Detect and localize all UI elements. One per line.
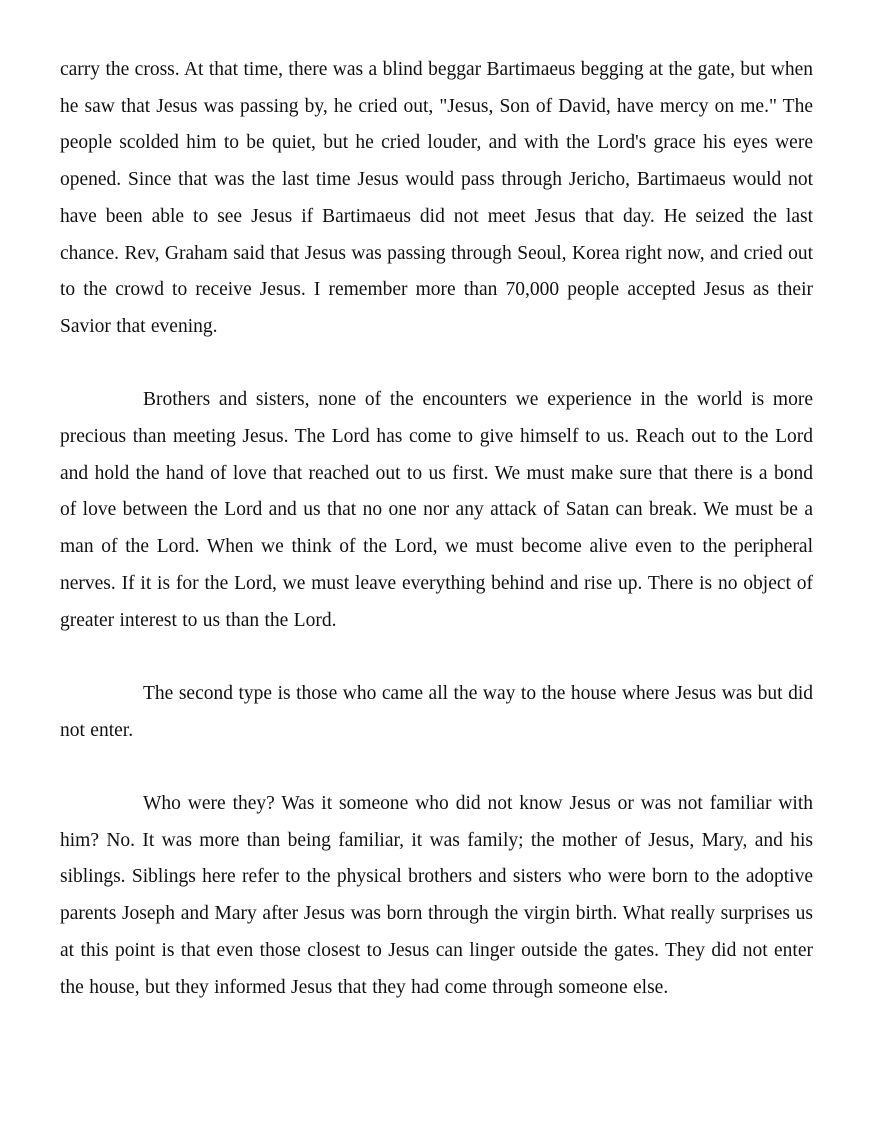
document-page [60, 52, 813, 1043]
paragraph-4: Who were they? Was it someone who did not know Jesus or was not familiar with him? No. It was more than being familiar, it was family; the mother of Jesus, Mary, and his siblings. Siblings here refer to the physical brothers and sisters who were born to the adoptive parents Joseph and Mary after Jesus was born through the virgin birth. What really surprises us at this point is that even those closest to Jesus can linger outside the gates. They did not enter the house, but they informed Jesus that they had come through someone else. [60, 793, 813, 998]
paragraph-3: The second type is those who came all the way to the house where Jesus was but did not enter. [60, 682, 813, 741]
paragraph-1: carry the cross. At that time, there was a blind beggar Bartimaeus begging at the gate, but when he saw that Jesus was passing by, he cried out, "Jesus, Son of David, have mercy on me." The people scolded him to be quiet, but he cried louder, and with the Lord's grace his eyes were opened. Since that was the last time Jesus would pass through Jericho, Bartimaeus would not have been able to see Jesus if Bartimaeus did not meet Jesus that day. He seized the last chance. Rev, Graham said that Jesus was passing through Seoul, Korea right now, and cried out to the crowd to receive Jesus. I remember more than 70,000 people accepted Jesus as their Savior that evening. [60, 59, 813, 337]
paragraph-2: Brothers and sisters, none of the encounters we experience in the world is more precious than meeting Jesus. The Lord has come to give himself to us. Reach out to the Lord and hold the hand of love that reached out to us first. We must make sure that there is a bond of love between the Lord and us that no one nor any attack of Satan can break. We must be a man of the Lord. When we think of the Lord, we must become alive even to the peripheral nerves. If it is for the Lord, we must leave everything behind and rise up. There is no object of greater interest to us than the Lord. [60, 389, 813, 631]
